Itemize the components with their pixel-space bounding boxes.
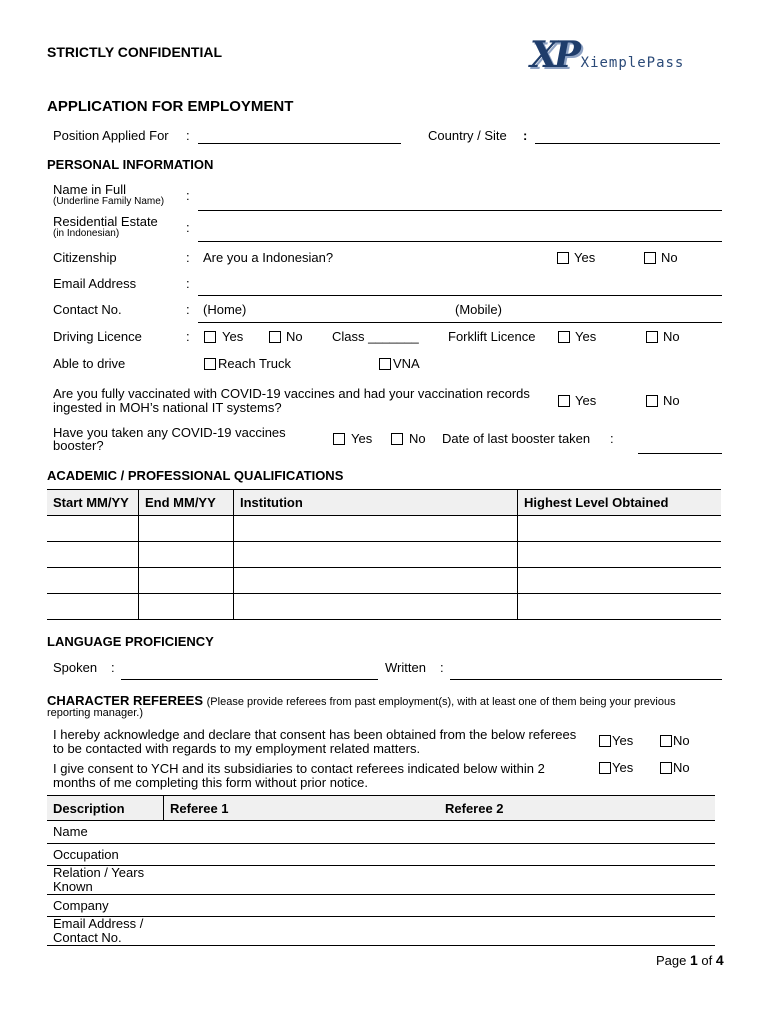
column-header: Highest Level Obtained [518,490,722,516]
table-cell[interactable] [234,516,518,542]
home-label: (Home) [203,302,247,317]
spoken-field[interactable] [121,679,378,680]
column-header: Referee 2 [439,796,715,821]
ack-no-checkbox[interactable] [660,735,672,747]
contact-label: Contact No. [53,302,122,317]
position-field[interactable] [198,143,401,144]
yes-label: Yes [612,733,634,748]
vaccine-yes-checkbox[interactable] [558,395,570,407]
colon: : [186,250,190,265]
consent-no-checkbox[interactable] [660,762,672,774]
citizenship-no-checkbox[interactable] [644,252,656,264]
qualifications-table [47,489,721,620]
table-cell[interactable] [439,917,715,946]
driving-label: Driving Licence [53,329,142,344]
yes-label: Yes [575,329,597,344]
ack-line2: to be contacted with regards to my employment related matters. [53,741,421,756]
column-header: Institution [234,490,518,516]
colon: : [186,188,190,203]
consent-line1: I give consent to YCH and its subsidiaries to contact referees indicated below within 2 [53,761,545,776]
class-label: Class _______ [332,329,419,344]
table-cell[interactable] [234,594,518,620]
contact-field[interactable] [198,322,722,323]
consent-line2: months of me completing this form without prior notice. [53,775,369,790]
spoken-label: Spoken [53,660,98,675]
table-cell[interactable] [164,895,440,917]
table-cell[interactable] [139,542,234,568]
ack-yes-checkbox[interactable] [599,735,611,747]
ack-line1: I hereby acknowledge and declare that consent has been obtained from the below referees [53,727,577,742]
table-cell[interactable] [518,594,722,620]
table-cell[interactable] [47,542,139,568]
colon: : [111,660,115,675]
of-label: of [701,953,713,968]
table-cell[interactable] [164,917,440,946]
table-header-row [47,796,715,821]
colon: : [186,302,190,317]
vaccine-no-checkbox[interactable] [646,395,658,407]
referees-heading-block [47,693,676,708]
column-header: End MM/YY [139,490,234,516]
row-label: Name [47,821,164,844]
table-cell[interactable] [164,866,440,895]
forklift-yes-checkbox[interactable] [558,331,570,343]
row-label: Email Address / Contact No. [47,917,164,946]
name-field[interactable] [198,210,722,211]
table-row [47,516,721,542]
table-row [47,895,715,917]
colon: : [186,128,190,143]
row-label: Company [47,895,164,917]
yes-label: Yes [351,431,373,446]
language-heading: LANGUAGE PROFICIENCY [47,634,214,649]
table-cell[interactable] [518,568,722,594]
table-cell[interactable] [518,516,722,542]
yes-label: Yes [612,760,634,775]
colon: : [186,276,190,291]
table-cell[interactable] [47,594,139,620]
email-label: Email Address [53,276,137,291]
academic-heading: ACADEMIC / PROFESSIONAL QUALIFICATIONS [47,468,344,483]
table-row [47,844,715,866]
yes-label: Yes [575,393,597,408]
colon: : [440,660,444,675]
reach-truck-label: Reach Truck [218,356,291,371]
driving-no-checkbox[interactable] [269,331,281,343]
page-number [656,952,724,968]
name-label: Name in Full [53,182,126,197]
consent-yes-checkbox[interactable] [599,762,611,774]
logo-mark: XP [530,34,578,76]
able-to-drive-label: Able to drive [53,356,126,371]
company-logo [530,34,684,76]
vaccine-question-line2: ingested in MOH’s national IT systems? [53,400,282,415]
row-label: Relation / Years Known [47,866,164,895]
country-field[interactable] [535,143,720,144]
yes-label: Yes [574,250,596,265]
no-label: No [673,733,690,748]
vaccine-question-line1: Are you fully vaccinated with COVID-19 vaccines and had your vaccination records [53,386,530,401]
email-field[interactable] [198,295,722,296]
driving-yes-checkbox[interactable] [204,331,216,343]
forklift-no-checkbox[interactable] [646,331,658,343]
colon: : [186,220,190,235]
no-label: No [286,329,303,344]
written-label: Written [385,660,426,675]
booster-question-line2: booster? [53,438,104,453]
citizenship-question: Are you a Indonesian? [203,250,334,265]
table-cell[interactable] [47,568,139,594]
table-cell[interactable] [234,542,518,568]
personal-heading: PERSONAL INFORMATION [47,157,214,172]
reach-truck-checkbox[interactable] [204,358,216,370]
position-label: Position Applied For [53,128,169,143]
table-cell[interactable] [139,516,234,542]
colon: : [523,128,528,143]
vna-label: VNA [393,356,420,371]
referees-note: (Please provide referees from past employment(s), with at least one of them being your previous [206,696,676,708]
booster-question-line1: Have you taken any COVID-19 vaccines [53,425,286,440]
page-current: 1 [690,952,698,968]
table-cell[interactable] [439,844,715,866]
confidential-label: STRICTLY CONFIDENTIAL [47,44,223,60]
mobile-label: (Mobile) [455,302,502,317]
booster-date-field[interactable] [638,453,722,454]
table-cell[interactable] [439,821,715,844]
no-label: No [663,329,680,344]
booster-no-checkbox[interactable] [391,433,403,445]
estate-field[interactable] [198,241,722,242]
column-header: Start MM/YY [47,490,139,516]
table-cell[interactable] [164,844,440,866]
booster-date-label: Date of last booster taken [442,431,591,446]
table-header-row [47,490,721,516]
column-header: Description [47,796,164,821]
table-cell[interactable] [439,866,715,895]
table-cell[interactable] [139,594,234,620]
booster-yes-checkbox[interactable] [333,433,345,445]
referees-note-line2: reporting manager.) [47,707,143,719]
logo-text: XiemplePass [580,55,685,71]
colon: : [186,329,190,344]
table-row [47,866,715,895]
table-cell[interactable] [139,568,234,594]
no-label: No [661,250,678,265]
vna-checkbox[interactable] [379,358,391,370]
citizenship-label: Citizenship [53,250,117,265]
name-note: (Underline Family Name) [53,196,165,207]
table-row [47,568,721,594]
table-cell[interactable] [164,821,440,844]
page-label: Page [656,953,687,968]
estate-label: Residential Estate [53,214,158,229]
no-label: No [663,393,680,408]
table-cell[interactable] [47,516,139,542]
colon: : [610,431,614,446]
table-row [47,594,721,620]
no-label: No [409,431,426,446]
estate-note: (in Indonesian) [53,228,120,239]
table-cell[interactable] [518,542,722,568]
table-cell[interactable] [234,568,518,594]
column-header: Referee 1 [164,796,440,821]
table-row [47,917,715,946]
table-row [47,542,721,568]
referees-heading: CHARACTER REFEREES [47,693,204,708]
written-field[interactable] [450,679,722,680]
referees-table [47,795,715,946]
page-title: APPLICATION FOR EMPLOYMENT [47,98,294,115]
table-row [47,821,715,844]
page-total: 4 [715,952,724,968]
table-cell[interactable] [439,895,715,917]
country-label: Country / Site [428,128,507,143]
forklift-label: Forklift Licence [448,329,536,344]
citizenship-yes-checkbox[interactable] [557,252,569,264]
row-label: Occupation [47,844,164,866]
no-label: No [673,760,690,775]
yes-label: Yes [222,329,244,344]
